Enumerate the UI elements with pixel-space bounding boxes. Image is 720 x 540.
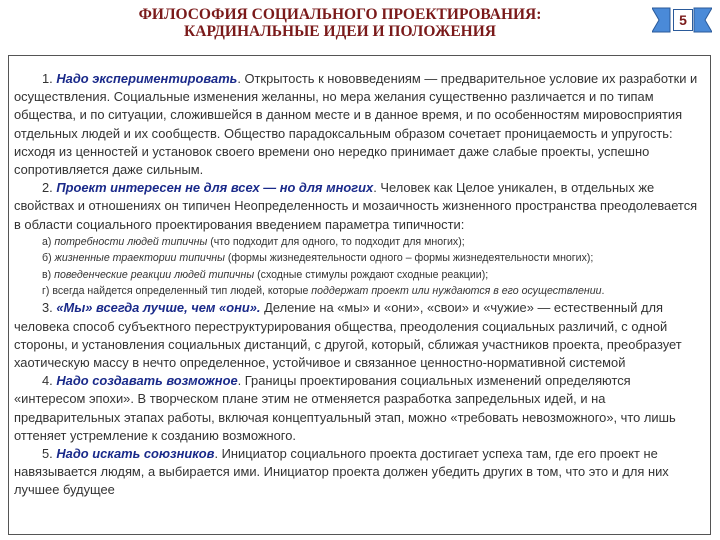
title-line-1: ФИЛОСОФИЯ СОЦИАЛЬНОГО ПРОЕКТИРОВАНИЯ:	[138, 6, 542, 23]
principle-body: . Человек как Целое уникален, в отдельных же свойствах и отношениях он типичен Неопределенность и мозаичность жизненного пространства преодолевается в области социального проектирования введением параметра типичности:	[14, 180, 698, 232]
sub-italic: потребности людей типичны	[54, 235, 208, 248]
sub-item	[14, 234, 704, 250]
principle-heading: Надо искать союзников	[56, 446, 215, 462]
num: 1.	[42, 71, 57, 86]
title-line-2: КАРДИНАЛЬНЫЕ ИДЕИ И ПОЛОЖЕНИЯ	[184, 23, 496, 40]
principle-4	[14, 372, 704, 445]
principle-2	[14, 179, 704, 234]
sub-rest: (сходные стимулы рождают сходные реакции);	[254, 268, 489, 281]
num: 2.	[42, 180, 57, 196]
sub-prefix: а)	[42, 235, 55, 248]
sub-rest: .	[601, 285, 605, 298]
principle-1	[14, 70, 704, 179]
sub-italic: поведенческие реакции людей типичны	[54, 268, 255, 281]
principle-heading: Надо создавать возможное	[56, 373, 238, 389]
num: 5.	[42, 446, 57, 462]
slide-title	[80, 6, 600, 40]
content	[14, 70, 704, 500]
sub-italic: поддержат проект или нуждаются в его осуществлении	[311, 285, 602, 298]
sub-prefix: г) всегда найдется определенный тип людей, которые	[42, 285, 312, 298]
principle-body: . Открытость к нововведениям — предварительное условие их разработки и осуществления. Социальные изменения желанны, но мера желания существенно различается и по типам общества, и по ситуации, сложившейся в данном месте и в данное время, и по особенностям мировосприятия отдельных людей и их сообществ. Общество парадоксальным образом сочетает проницаемость и упругость: исходя из ценностей и установок своего времени оно нередко принимает даже слабые проекты, успешно сопротивляется даже сильным.	[14, 71, 698, 178]
principle-body: . Границы проектирования социальных изменений определяются «интересом эпохи». В творческом плане этим не отменяется разработка запредельных идей, и на предварительных этапах работы, включая концептуальный этап, можно «требовать невозможного», что лишь оттеняет устремление к созданию возможного.	[14, 373, 676, 443]
sub-italic: жизненные траектории типичны	[54, 252, 225, 265]
page-number: 5	[673, 9, 693, 31]
sub-rest: (формы жизнедеятельности одного – формы жизнедеятельности многих);	[224, 252, 594, 265]
num: 3.	[42, 300, 57, 316]
principle-body: Деление на «мы» и «они», «свои» и «чужие» — естественный для человека способ субъектного переструктурирования общества, преодоления социальных различий, с одной стороны, и установления социальных дистанций, с другой, который, сближая участников проекта, преобразует хаотическую массу в нечто определенное, устойчивое и связанное ценностно-нормативной системой	[14, 300, 682, 371]
sub-item	[14, 250, 704, 266]
principle-body: . Инициатор социального проекта достигает успеха там, где его проект не навязывается людям, а выбирается ими. Инициатор проекта должен убедить других в том, что это и для них лучшее будущее	[14, 446, 669, 498]
sub-item	[14, 283, 704, 299]
sub-prefix: б)	[42, 252, 55, 265]
page-number-badge	[652, 5, 712, 35]
sub-prefix: в)	[42, 268, 55, 281]
num: 4.	[42, 373, 57, 389]
sub-rest: (что подходит для одного, то подходит для многих);	[207, 235, 465, 248]
principle-heading: «Мы» всегда лучше, чем «они».	[56, 300, 261, 316]
principle-3	[14, 299, 704, 372]
principle-heading: Надо экспериментировать	[56, 71, 238, 86]
principle-5	[14, 445, 704, 500]
sub-item	[14, 267, 704, 283]
principle-heading: Проект интересен не для всех — но для многих	[56, 180, 374, 196]
